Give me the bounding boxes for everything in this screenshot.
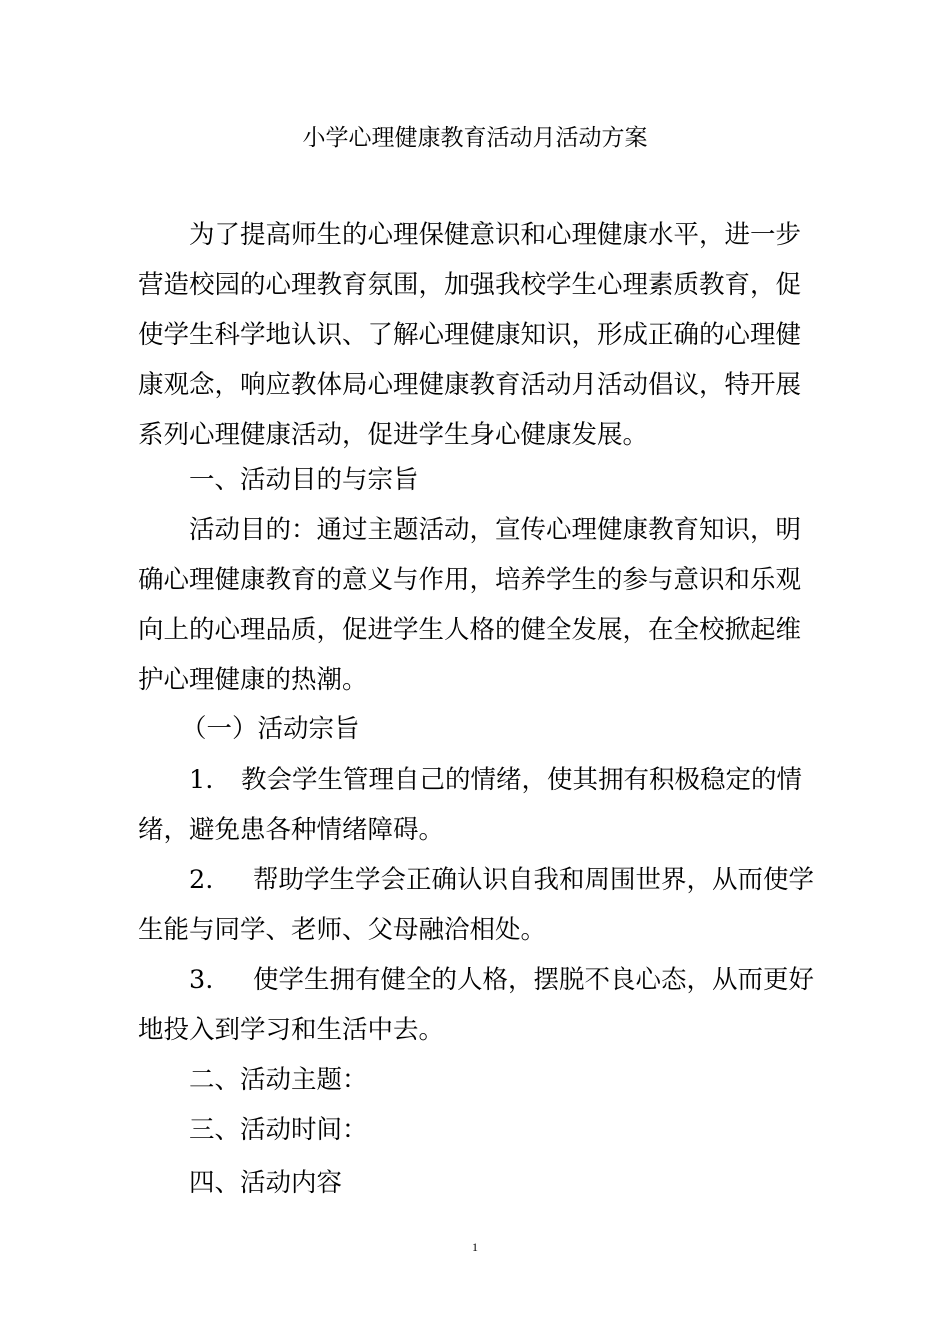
tenet-item-number: 2. [189, 865, 214, 895]
tenet-item-number: 3. [189, 965, 214, 995]
intro-line: 系列心理健康活动，促进学生身心健康发展。 [138, 420, 649, 450]
intro-line: 为了提高师生的心理保健意识和心理健康水平，进一步 [189, 220, 802, 250]
tenet-item-first-line [138, 755, 802, 805]
purpose-line: 确心理健康教育的意义与作用，培养学生的参与意识和乐观 [138, 565, 802, 595]
tenet-item-number: 1. [189, 765, 214, 795]
section-heading-content: 四、活动内容 [189, 1168, 343, 1198]
purpose-paragraph [138, 505, 801, 705]
purpose-line: 活动目的：通过主题活动，宣传心理健康教育知识，明 [189, 515, 802, 545]
tenet-item-second-line: 绪，避免患各种情绪障碍。 [138, 815, 445, 845]
tenet-item-first-line [138, 955, 814, 1005]
section-heading-theme: 二、活动主题： [189, 1065, 368, 1095]
section-heading-time: 三、活动时间： [189, 1115, 368, 1145]
tenet-item-second-line: 地投入到学习和生活中去。 [138, 1015, 445, 1045]
intro-line: 康观念，响应教体局心理健康教育活动月活动倡议，特开展 [138, 370, 802, 400]
intro-paragraph [138, 210, 801, 460]
tenet-item-3 [138, 955, 814, 1055]
page-number: 1 [472, 1240, 478, 1254]
tenet-item-1 [138, 755, 802, 855]
document-title: 小学心理健康教育活动月活动方案 [302, 125, 648, 151]
tenet-item-text: 教会学生管理自己的情绪，使其拥有积极稳定的情 [241, 765, 803, 795]
intro-line: 营造校园的心理教育氛围，加强我校学生心理素质教育，促 [138, 270, 802, 300]
intro-line: 使学生科学地认识、了解心理健康知识，形成正确的心理健 [138, 320, 802, 350]
purpose-line: 向上的心理品质，促进学生人格的健全发展，在全校掀起维 [138, 615, 802, 645]
section-heading-purpose: 一、活动目的与宗旨 [189, 465, 419, 495]
tenet-item-2 [138, 855, 814, 955]
tenet-item-text: 帮助学生学会正确认识自我和周围世界，从而使学 [253, 865, 815, 895]
tenet-item-text: 使学生拥有健全的人格，摆脱不良心态，从而更好 [253, 965, 815, 995]
tenet-item-second-line: 生能与同学、老师、父母融洽相处。 [138, 915, 547, 945]
sub-heading-tenet: （一）活动宗旨 [181, 714, 360, 744]
purpose-line: 护心理健康的热潮。 [138, 665, 368, 695]
tenet-item-first-line [138, 855, 814, 905]
